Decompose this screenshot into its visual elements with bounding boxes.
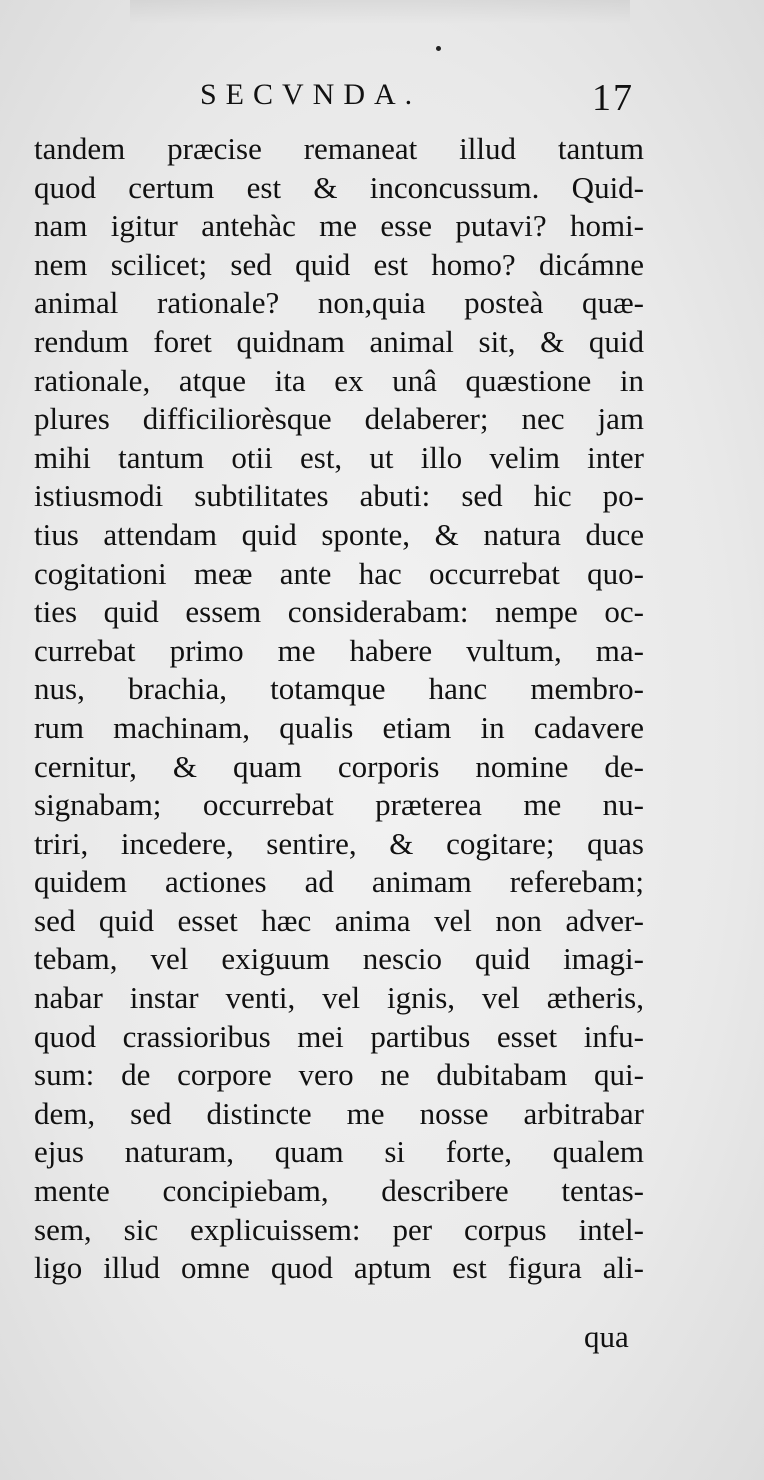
- printer-mark: [436, 46, 441, 51]
- text-line: quod crassioribus mei partibus esset infu-: [34, 1018, 644, 1054]
- body-text: [34, 130, 644, 1288]
- text-line: nam igitur antehàc me esse putavi? homi-: [34, 208, 644, 244]
- text-line: nem scilicet; sed quid est homo? dicámne: [34, 246, 644, 282]
- text-line: nabar instar venti, vel ignis, vel ætheris,: [34, 980, 644, 1016]
- text-line: ejus naturam, quam si forte, qualem: [34, 1134, 644, 1170]
- text-line: cogitationi meæ ante hac occurrebat quo-: [34, 555, 644, 591]
- text-line: tandem præcise remaneat illud tantum: [34, 131, 644, 166]
- text-line: quod certum est & inconcussum. Quid-: [34, 169, 644, 205]
- show-through-text: [130, 0, 630, 24]
- catchword: qua: [584, 1319, 629, 1354]
- text-line: ties quid essem considerabam: nempe oc-: [34, 594, 644, 630]
- text-line: quidem actiones ad animam referebam;: [34, 864, 644, 900]
- text-line: currebat primo me habere vultum, ma-: [34, 632, 644, 668]
- text-line: tebam, vel exiguum nescio quid imagi-: [34, 941, 644, 977]
- page-number: 17: [592, 77, 634, 119]
- text-line: animal rationale? non,quia posteà quæ-: [34, 285, 644, 321]
- text-line: nus, brachia, totamque hanc membro-: [34, 671, 644, 707]
- text-line: signabam; occurrebat præterea me nu-: [34, 787, 644, 823]
- running-head: SECVNDA.: [200, 78, 422, 111]
- text-line: istiusmodi subtilitates abuti: sed hic po-: [34, 478, 644, 514]
- text-line: rendum foret quidnam animal sit, & quid: [34, 323, 644, 359]
- text-line: mihi tantum otii est, ut illo velim inter: [34, 439, 644, 475]
- text-line: sem, sic explicuissem: per corpus intel-: [34, 1211, 644, 1247]
- text-line: triri, incedere, sentire, & cogitare; quas: [34, 825, 644, 861]
- text-line: sed quid esset hæc anima vel non adver-: [34, 902, 644, 938]
- text-line: cernitur, & quam corporis nomine de-: [34, 748, 644, 784]
- text-line: tius attendam quid sponte, & natura duce: [34, 516, 644, 552]
- text-line: rum machinam, qualis etiam in cadavere: [34, 709, 644, 745]
- text-line: plures difficiliorèsque delaberer; nec jam: [34, 401, 644, 437]
- text-line: rationale, atque ita ex unâ quæstione in: [34, 362, 644, 398]
- text-line: dem, sed distincte me nosse arbitrabar: [34, 1095, 644, 1131]
- text-line: sum: de corpore vero ne dubitabam qui-: [34, 1057, 644, 1093]
- text-line: mente concipiebam, describere tentas-: [34, 1173, 644, 1209]
- text-line: ligo illud omne quod aptum est figura ali-: [34, 1250, 644, 1286]
